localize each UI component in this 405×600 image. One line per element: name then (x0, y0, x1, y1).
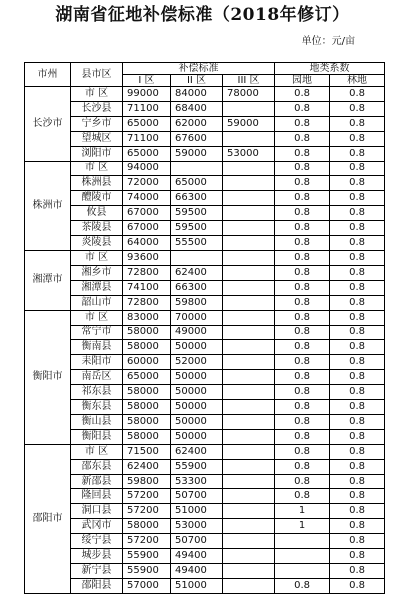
city-cell: 株洲市 (25, 161, 71, 250)
forest-cell: 0.8 (330, 101, 385, 116)
zone1-cell: 71500 (123, 444, 171, 459)
zone3-cell (223, 250, 275, 265)
table-row (25, 564, 385, 579)
forest-cell: 0.8 (330, 131, 385, 146)
zone2-cell: 65000 (171, 176, 223, 191)
forest-cell: 0.8 (330, 400, 385, 415)
zone1-cell: 58000 (123, 325, 171, 340)
county-cell: 茶陵县 (71, 221, 123, 236)
table-row (25, 191, 385, 206)
zone3-cell (223, 459, 275, 474)
garden-cell: 1 (275, 504, 330, 519)
county-cell: 市 区 (71, 310, 123, 325)
forest-cell: 0.8 (330, 280, 385, 295)
table-row (25, 236, 385, 251)
zone1-cell: 58000 (123, 414, 171, 429)
table-row (25, 474, 385, 489)
forest-cell: 0.8 (330, 504, 385, 519)
zone1-cell: 71100 (123, 101, 171, 116)
zone2-cell: 50000 (171, 370, 223, 385)
zone3-cell (223, 400, 275, 415)
forest-cell: 0.8 (330, 295, 385, 310)
zone3-cell (223, 221, 275, 236)
table-row (25, 504, 385, 519)
header-zone1: I 区 (123, 75, 171, 87)
county-cell: 祁东县 (71, 385, 123, 400)
zone3-cell (223, 519, 275, 534)
forest-cell: 0.8 (330, 116, 385, 131)
zone1-cell: 62400 (123, 459, 171, 474)
forest-cell: 0.8 (330, 87, 385, 102)
forest-cell: 0.8 (330, 385, 385, 400)
table-row (25, 534, 385, 549)
page-title: 湖南省征地补偿标准（2018年修订） (55, 5, 350, 25)
zone1-cell: 65000 (123, 116, 171, 131)
zone1-cell: 58000 (123, 400, 171, 415)
zone2-cell: 50000 (171, 414, 223, 429)
zone3-cell (223, 161, 275, 176)
table-row (25, 176, 385, 191)
zone1-cell: 57200 (123, 534, 171, 549)
table-row (25, 549, 385, 564)
county-cell: 衡山县 (71, 414, 123, 429)
zone2-cell: 59800 (171, 295, 223, 310)
zone2-cell: 50700 (171, 489, 223, 504)
zone3-cell (223, 534, 275, 549)
garden-cell: 0.8 (275, 370, 330, 385)
zone2-cell: 49000 (171, 325, 223, 340)
county-cell: 市 区 (71, 161, 123, 176)
forest-cell: 0.8 (330, 459, 385, 474)
county-cell: 望城区 (71, 131, 123, 146)
zone3-cell (223, 236, 275, 251)
zone2-cell: 53000 (171, 519, 223, 534)
garden-cell: 0.8 (275, 400, 330, 415)
zone1-cell: 60000 (123, 355, 171, 370)
table-row (25, 459, 385, 474)
county-cell: 市 区 (71, 444, 123, 459)
table-row (25, 87, 385, 102)
zone3-cell (223, 191, 275, 206)
zone3-cell: 59000 (223, 116, 275, 131)
forest-cell: 0.8 (330, 519, 385, 534)
zone1-cell: 65000 (123, 370, 171, 385)
garden-cell: 0.8 (275, 295, 330, 310)
forest-cell: 0.8 (330, 489, 385, 504)
zone2-cell: 62400 (171, 265, 223, 280)
county-cell: 湘乡市 (71, 265, 123, 280)
zone1-cell: 58000 (123, 340, 171, 355)
county-cell: 隆回县 (71, 489, 123, 504)
zone1-cell: 71100 (123, 131, 171, 146)
header-county: 县市区 (71, 63, 123, 87)
forest-cell: 0.8 (330, 146, 385, 161)
zone2-cell: 49400 (171, 564, 223, 579)
forest-cell: 0.8 (330, 564, 385, 579)
zone2-cell: 55900 (171, 459, 223, 474)
zone2-cell: 70000 (171, 310, 223, 325)
garden-cell: 1 (275, 519, 330, 534)
garden-cell: 0.8 (275, 578, 330, 593)
forest-cell: 0.8 (330, 534, 385, 549)
table-row (25, 101, 385, 116)
zone3-cell (223, 131, 275, 146)
forest-cell: 0.8 (330, 414, 385, 429)
zone3-cell (223, 474, 275, 489)
garden-cell: 0.8 (275, 385, 330, 400)
zone2-cell: 51000 (171, 578, 223, 593)
zone1-cell: 64000 (123, 236, 171, 251)
zone1-cell: 72800 (123, 295, 171, 310)
garden-cell: 0.8 (275, 474, 330, 489)
header-coefficient: 地类系数 (275, 63, 385, 75)
city-cell: 衡阳市 (25, 310, 71, 444)
zone1-cell: 74000 (123, 191, 171, 206)
zone1-cell: 57000 (123, 578, 171, 593)
forest-cell: 0.8 (330, 474, 385, 489)
zone2-cell: 67600 (171, 131, 223, 146)
garden-cell (275, 564, 330, 579)
table-row (25, 206, 385, 221)
county-cell: 南岳区 (71, 370, 123, 385)
zone2-cell: 55500 (171, 236, 223, 251)
table-row (25, 489, 385, 504)
table-row (25, 146, 385, 161)
county-cell: 武冈市 (71, 519, 123, 534)
zone3-cell (223, 578, 275, 593)
county-cell: 市 区 (71, 250, 123, 265)
zone2-cell: 66300 (171, 191, 223, 206)
zone3-cell (223, 564, 275, 579)
zone3-cell (223, 370, 275, 385)
table-row (25, 161, 385, 176)
zone1-cell: 57200 (123, 504, 171, 519)
zone1-cell: 99000 (123, 87, 171, 102)
forest-cell: 0.8 (330, 176, 385, 191)
zone1-cell: 55900 (123, 549, 171, 564)
county-cell: 衡阳县 (71, 429, 123, 444)
table-row (25, 325, 385, 340)
table-row (25, 578, 385, 593)
county-cell: 韶山市 (71, 295, 123, 310)
garden-cell: 0.8 (275, 340, 330, 355)
forest-cell: 0.8 (330, 370, 385, 385)
table-row (25, 355, 385, 370)
forest-cell: 0.8 (330, 265, 385, 280)
zone2-cell: 62400 (171, 444, 223, 459)
unit-label: 单位：元/亩 (301, 36, 355, 47)
zone3-cell (223, 295, 275, 310)
header-forest: 林地 (330, 75, 385, 87)
forest-cell: 0.8 (330, 340, 385, 355)
zone1-cell: 58000 (123, 385, 171, 400)
forest-cell: 0.8 (330, 325, 385, 340)
garden-cell: 0.8 (275, 101, 330, 116)
zone1-cell: 65000 (123, 146, 171, 161)
forest-cell: 0.8 (330, 221, 385, 236)
zone3-cell (223, 429, 275, 444)
zone2-cell: 84000 (171, 87, 223, 102)
county-cell: 宁乡市 (71, 116, 123, 131)
zone1-cell: 83000 (123, 310, 171, 325)
zone2-cell: 51000 (171, 504, 223, 519)
zone1-cell: 67000 (123, 206, 171, 221)
table-row (25, 519, 385, 534)
zone2-cell: 59500 (171, 221, 223, 236)
county-cell: 城步县 (71, 549, 123, 564)
zone3-cell (223, 414, 275, 429)
forest-cell: 0.8 (330, 578, 385, 593)
zone1-cell: 55900 (123, 564, 171, 579)
zone3-cell (223, 206, 275, 221)
garden-cell: 0.8 (275, 355, 330, 370)
county-cell: 株洲县 (71, 176, 123, 191)
garden-cell: 0.8 (275, 87, 330, 102)
garden-cell: 0.8 (275, 131, 330, 146)
garden-cell: 0.8 (275, 414, 330, 429)
county-cell: 常宁市 (71, 325, 123, 340)
forest-cell: 0.8 (330, 444, 385, 459)
header-garden: 园地 (275, 75, 330, 87)
table-row (25, 131, 385, 146)
forest-cell: 0.8 (330, 191, 385, 206)
table-row (25, 116, 385, 131)
header-compensation: 补偿标准 (123, 63, 275, 75)
zone3-cell (223, 176, 275, 191)
zone3-cell (223, 265, 275, 280)
zone3-cell (223, 489, 275, 504)
zone2-cell: 49400 (171, 549, 223, 564)
table-row (25, 370, 385, 385)
garden-cell: 0.8 (275, 161, 330, 176)
garden-cell: 0.8 (275, 250, 330, 265)
zone2-cell (171, 250, 223, 265)
zone3-cell (223, 549, 275, 564)
garden-cell: 0.8 (275, 489, 330, 504)
garden-cell: 0.8 (275, 429, 330, 444)
table-row (25, 280, 385, 295)
table-row (25, 310, 385, 325)
zone1-cell: 57200 (123, 489, 171, 504)
city-cell: 湘潭市 (25, 250, 71, 310)
garden-cell: 0.8 (275, 116, 330, 131)
table-row (25, 265, 385, 280)
zone1-cell: 72800 (123, 265, 171, 280)
zone1-cell: 58000 (123, 519, 171, 534)
county-cell: 浏阳市 (71, 146, 123, 161)
table-body (25, 87, 385, 594)
forest-cell: 0.8 (330, 236, 385, 251)
zone3-cell: 78000 (223, 87, 275, 102)
zone2-cell: 62000 (171, 116, 223, 131)
forest-cell: 0.8 (330, 549, 385, 564)
county-cell: 洞口县 (71, 504, 123, 519)
county-cell: 衡南县 (71, 340, 123, 355)
garden-cell: 0.8 (275, 310, 330, 325)
county-cell: 攸县 (71, 206, 123, 221)
zone3-cell (223, 280, 275, 295)
city-cell: 长沙市 (25, 87, 71, 162)
zone2-cell: 59000 (171, 146, 223, 161)
table-row (25, 250, 385, 265)
zone2-cell: 53300 (171, 474, 223, 489)
garden-cell: 0.8 (275, 280, 330, 295)
table-row (25, 444, 385, 459)
header-city: 市州 (25, 63, 71, 87)
zone1-cell: 72000 (123, 176, 171, 191)
zone1-cell: 74100 (123, 280, 171, 295)
zone3-cell (223, 355, 275, 370)
forest-cell: 0.8 (330, 355, 385, 370)
zone3-cell (223, 340, 275, 355)
garden-cell: 0.8 (275, 176, 330, 191)
zone1-cell: 94000 (123, 161, 171, 176)
garden-cell: 0.8 (275, 146, 330, 161)
garden-cell: 0.8 (275, 236, 330, 251)
zone1-cell: 59800 (123, 474, 171, 489)
garden-cell: 0.8 (275, 459, 330, 474)
county-cell: 炎陵县 (71, 236, 123, 251)
county-cell: 长沙县 (71, 101, 123, 116)
zone2-cell: 52000 (171, 355, 223, 370)
zone2-cell: 50000 (171, 385, 223, 400)
garden-cell (275, 549, 330, 564)
garden-cell: 0.8 (275, 325, 330, 340)
garden-cell: 0.8 (275, 221, 330, 236)
table-row (25, 414, 385, 429)
table-row (25, 221, 385, 236)
garden-cell: 0.8 (275, 206, 330, 221)
garden-cell (275, 534, 330, 549)
zone2-cell: 66300 (171, 280, 223, 295)
forest-cell: 0.8 (330, 429, 385, 444)
table-row (25, 385, 385, 400)
forest-cell: 0.8 (330, 161, 385, 176)
table-row (25, 340, 385, 355)
table-row (25, 429, 385, 444)
zone3-cell (223, 325, 275, 340)
zone1-cell: 67000 (123, 221, 171, 236)
county-cell: 耒阳市 (71, 355, 123, 370)
county-cell: 邵东县 (71, 459, 123, 474)
garden-cell: 0.8 (275, 265, 330, 280)
county-cell: 新邵县 (71, 474, 123, 489)
zone1-cell: 93600 (123, 250, 171, 265)
compensation-table (24, 62, 385, 594)
garden-cell: 0.8 (275, 444, 330, 459)
zone2-cell: 50700 (171, 534, 223, 549)
forest-cell: 0.8 (330, 310, 385, 325)
zone2-cell: 68400 (171, 101, 223, 116)
county-cell: 绥宁县 (71, 534, 123, 549)
county-cell: 湘潭县 (71, 280, 123, 295)
forest-cell: 0.8 (330, 250, 385, 265)
zone2-cell (171, 161, 223, 176)
zone3-cell (223, 101, 275, 116)
table-row (25, 400, 385, 415)
county-cell: 衡东县 (71, 400, 123, 415)
county-cell: 市 区 (71, 87, 123, 102)
zone3-cell (223, 504, 275, 519)
header-zone3: III 区 (223, 75, 275, 87)
zone2-cell: 50000 (171, 340, 223, 355)
zone2-cell: 59500 (171, 206, 223, 221)
garden-cell: 0.8 (275, 191, 330, 206)
forest-cell: 0.8 (330, 206, 385, 221)
zone3-cell (223, 385, 275, 400)
city-cell: 邵阳市 (25, 444, 71, 593)
table-row (25, 295, 385, 310)
county-cell: 新宁县 (71, 564, 123, 579)
county-cell: 邵阳县 (71, 578, 123, 593)
zone3-cell: 53000 (223, 146, 275, 161)
zone2-cell: 50000 (171, 400, 223, 415)
zone1-cell: 58000 (123, 429, 171, 444)
zone3-cell (223, 444, 275, 459)
header-zone2: II 区 (171, 75, 223, 87)
zone3-cell (223, 310, 275, 325)
zone2-cell: 50000 (171, 429, 223, 444)
county-cell: 醴陵市 (71, 191, 123, 206)
